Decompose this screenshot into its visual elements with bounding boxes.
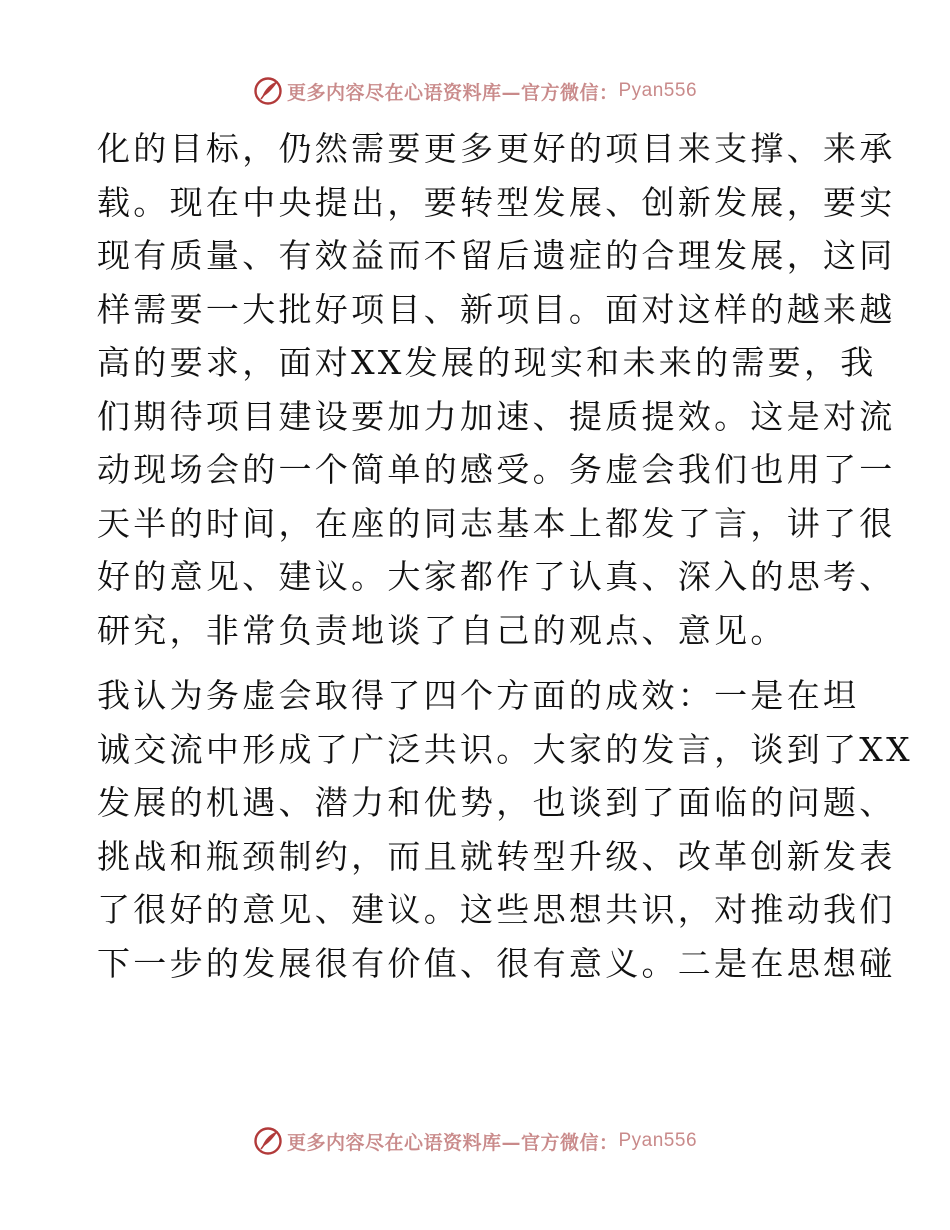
watermark-wechat-id: Pyan556 — [618, 80, 698, 101]
paragraph-spacer — [97, 657, 867, 669]
text-line: 好的意见、建议。大家都作了认真、深入的思考、 — [97, 557, 896, 596]
watermark-text: 更多内容尽在心语资料库—官方微信： — [286, 1131, 619, 1154]
text-line: 我认为务虚会取得了四个方面的成效：一是在坦 — [97, 676, 860, 715]
watermark-text: 更多内容尽在心语资料库—官方微信： — [286, 81, 619, 104]
header-watermark — [0, 74, 950, 108]
paragraph-1 — [97, 122, 896, 657]
text-line: 发展的机遇、潜力和优势，也谈到了面临的问题、 — [97, 783, 896, 822]
document-body — [97, 122, 913, 990]
text-line: 动现场会的一个简单的感受。务虚会我们也用了一 — [97, 450, 896, 489]
text-line: 了很好的意见、建议。这些思想共识，对推动我们 — [97, 890, 896, 929]
footer-watermark — [0, 1124, 950, 1158]
text-line: 天半的时间，在座的同志基本上都发了言，讲了很 — [97, 503, 896, 543]
text-line: 样需要一大批好项目、新项目。面对这样的越来越 — [97, 289, 896, 329]
text-line: 们期待项目建设要加力加速、提质提效。这是对流 — [97, 396, 896, 436]
text-line: 载。现在中央提出，要转型发展、创新发展，要实 — [97, 182, 896, 222]
text-line: 诚交流中形成了广泛共识。大家的发言，谈到了XX — [97, 729, 913, 769]
text-line: 高的要求，面对XX发展的现实和未来的需要，我 — [97, 343, 877, 382]
text-line: 挑战和瓶颈制约，而且就转型升级、改革创新发表 — [97, 836, 896, 876]
text-line: 现有质量、有效益而不留后遗症的合理发展，这同 — [97, 236, 896, 275]
text-line: 下一步的发展很有价值、很有意义。二是在思想碰 — [97, 943, 896, 983]
feather-logo-icon — [253, 1126, 283, 1156]
feather-logo-icon — [253, 76, 283, 106]
watermark-wechat-id: Pyan556 — [618, 1130, 698, 1151]
text-line: 化的目标，仍然需要更多更好的项目来支撑、来承 — [97, 129, 896, 168]
paragraph-2 — [97, 669, 913, 990]
text-line: 研究，非常负责地谈了自己的观点、意见。 — [97, 610, 787, 650]
